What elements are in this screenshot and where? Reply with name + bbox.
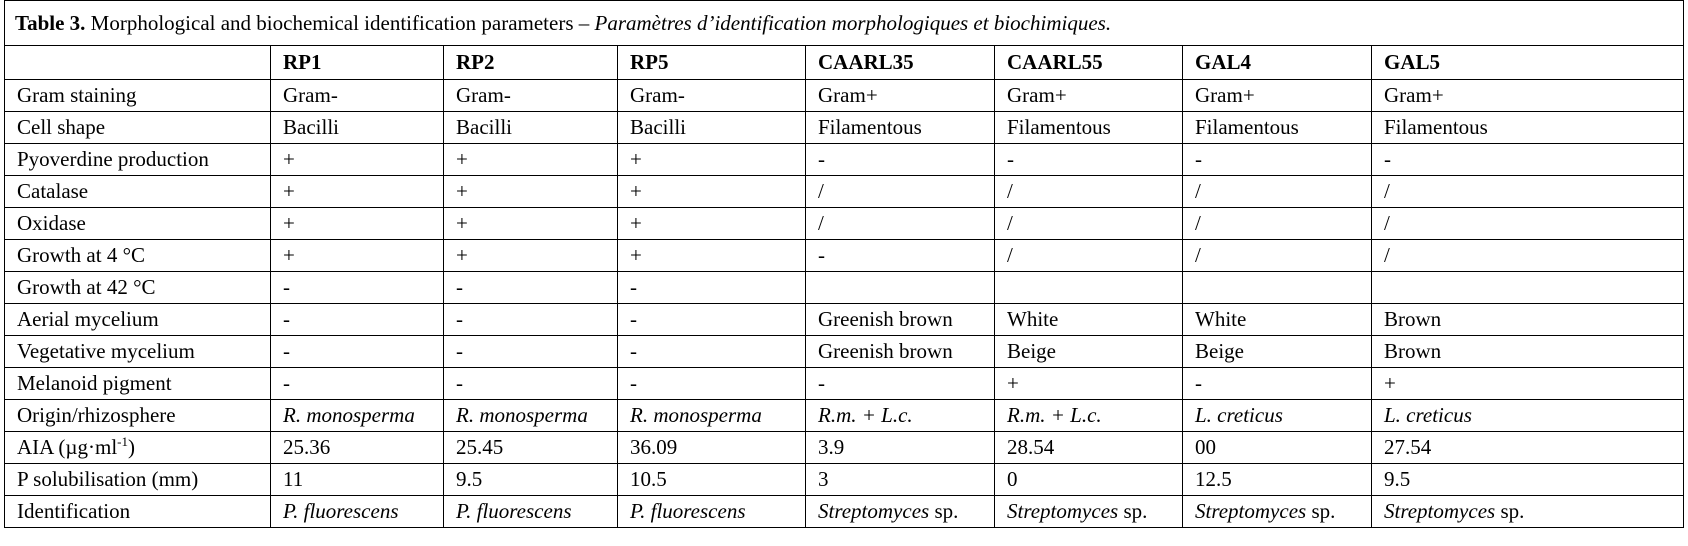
table-row bbox=[5, 208, 1684, 240]
table-cell: - bbox=[444, 272, 618, 304]
table-cell: Gram- bbox=[444, 80, 618, 112]
table-cell: 0 bbox=[995, 464, 1183, 496]
row-label: Aerial mycelium bbox=[5, 304, 271, 336]
table-cell: / bbox=[1372, 208, 1684, 240]
table-cell: 3 bbox=[806, 464, 995, 496]
table-cell: 00 bbox=[1183, 432, 1372, 464]
table-cell: - bbox=[806, 240, 995, 272]
table-row bbox=[5, 496, 1684, 528]
table-cell: - bbox=[444, 336, 618, 368]
table-cell: P. fluorescens bbox=[618, 496, 806, 528]
table-cell: + bbox=[444, 240, 618, 272]
column-header-gal4: GAL4 bbox=[1183, 46, 1372, 80]
table-cell: Filamentous bbox=[995, 112, 1183, 144]
table-cell: Gram+ bbox=[995, 80, 1183, 112]
table-cell: Gram- bbox=[618, 80, 806, 112]
table-cell: / bbox=[806, 176, 995, 208]
table-cell: 25.45 bbox=[444, 432, 618, 464]
table-cell bbox=[1183, 272, 1372, 304]
row-label: Oxidase bbox=[5, 208, 271, 240]
table-cell bbox=[995, 496, 1183, 528]
aia-label-superscript: -1 bbox=[117, 434, 129, 449]
table-cell: + bbox=[444, 144, 618, 176]
table-cell: / bbox=[1183, 208, 1372, 240]
row-label: P solubilisation (mm) bbox=[5, 464, 271, 496]
table-cell: - bbox=[1372, 144, 1684, 176]
table-cell bbox=[995, 272, 1183, 304]
table-caption bbox=[5, 1, 1684, 46]
table-cell: - bbox=[618, 272, 806, 304]
caption-text-fr: Paramètres d’identification morphologiques et biochimiques. bbox=[594, 10, 1112, 35]
table-cell: + bbox=[618, 208, 806, 240]
table-cell: - bbox=[271, 304, 444, 336]
table-cell: / bbox=[995, 208, 1183, 240]
table-cell: / bbox=[1372, 240, 1684, 272]
aia-label-end: ) bbox=[128, 435, 136, 459]
column-header-rp2: RP2 bbox=[444, 46, 618, 80]
column-header-gal5: GAL5 bbox=[1372, 46, 1684, 80]
table-cell: White bbox=[995, 304, 1183, 336]
table-cell: Greenish brown bbox=[806, 304, 995, 336]
table-row bbox=[5, 80, 1684, 112]
table-cell: 12.5 bbox=[1183, 464, 1372, 496]
species-suffix: sp. bbox=[1495, 499, 1525, 523]
table-cell: Filamentous bbox=[806, 112, 995, 144]
column-header-rp5: RP5 bbox=[618, 46, 806, 80]
row-label bbox=[5, 432, 271, 464]
table-cell: Gram+ bbox=[1372, 80, 1684, 112]
table-cell: + bbox=[995, 368, 1183, 400]
row-label: Growth at 42 °C bbox=[5, 272, 271, 304]
row-label: Pyoverdine production bbox=[5, 144, 271, 176]
table-row bbox=[5, 176, 1684, 208]
table-cell: Gram- bbox=[271, 80, 444, 112]
row-label: Cell shape bbox=[5, 112, 271, 144]
column-header-caarl35: CAARL35 bbox=[806, 46, 995, 80]
caption-row bbox=[5, 1, 1684, 46]
table-cell: + bbox=[618, 176, 806, 208]
table-cell: + bbox=[271, 144, 444, 176]
table-cell: - bbox=[995, 144, 1183, 176]
table-cell: Bacilli bbox=[444, 112, 618, 144]
table-cell: - bbox=[806, 368, 995, 400]
table-cell: - bbox=[618, 336, 806, 368]
table-cell: 25.36 bbox=[271, 432, 444, 464]
genus-name: Streptomyces bbox=[1195, 499, 1307, 523]
table-cell: / bbox=[1183, 240, 1372, 272]
table-row bbox=[5, 336, 1684, 368]
table-row bbox=[5, 144, 1684, 176]
caption-label: Table 3. bbox=[15, 10, 86, 35]
table-cell bbox=[1183, 496, 1372, 528]
table-cell: Bacilli bbox=[618, 112, 806, 144]
table-cell: 10.5 bbox=[618, 464, 806, 496]
row-label: Gram staining bbox=[5, 80, 271, 112]
table-cell: + bbox=[271, 176, 444, 208]
genus-name: Streptomyces bbox=[818, 499, 930, 523]
table-cell: Gram+ bbox=[1183, 80, 1372, 112]
table-cell: 3.9 bbox=[806, 432, 995, 464]
genus-name: Streptomyces bbox=[1384, 499, 1496, 523]
table-cell: R. monosperma bbox=[444, 400, 618, 432]
table-cell: / bbox=[1372, 176, 1684, 208]
row-label: Vegetative mycelium bbox=[5, 336, 271, 368]
table-cell: - bbox=[1183, 144, 1372, 176]
table-cell: + bbox=[618, 240, 806, 272]
table-cell: 28.54 bbox=[995, 432, 1183, 464]
identification-table bbox=[4, 0, 1684, 528]
table-cell: L. creticus bbox=[1372, 400, 1684, 432]
table-cell: + bbox=[444, 176, 618, 208]
table-cell: + bbox=[618, 144, 806, 176]
aia-label-main: AIA (µg·ml bbox=[17, 435, 118, 459]
table-cell: / bbox=[995, 240, 1183, 272]
table-cell bbox=[806, 272, 995, 304]
table-cell: Greenish brown bbox=[806, 336, 995, 368]
row-label: Growth at 4 °C bbox=[5, 240, 271, 272]
genus-name: Streptomyces bbox=[1007, 499, 1119, 523]
table-cell: P. fluorescens bbox=[271, 496, 444, 528]
table-cell: Filamentous bbox=[1372, 112, 1684, 144]
table-cell: Bacilli bbox=[271, 112, 444, 144]
table-cell: Brown bbox=[1372, 336, 1684, 368]
table-cell: - bbox=[271, 336, 444, 368]
caption-text-en: Morphological and biochemical identification parameters – bbox=[85, 10, 595, 35]
table-container bbox=[4, 0, 1683, 528]
table-cell bbox=[806, 496, 995, 528]
row-label: Origin/rhizosphere bbox=[5, 400, 271, 432]
table-cell: Filamentous bbox=[1183, 112, 1372, 144]
species-suffix: sp. bbox=[1118, 499, 1148, 523]
table-cell: / bbox=[995, 176, 1183, 208]
table-cell: - bbox=[1183, 368, 1372, 400]
table-cell: + bbox=[444, 208, 618, 240]
table-cell: / bbox=[1183, 176, 1372, 208]
table-row bbox=[5, 304, 1684, 336]
table-cell: 9.5 bbox=[1372, 464, 1684, 496]
table-cell: - bbox=[618, 368, 806, 400]
table-cell: R.m. + L.c. bbox=[806, 400, 995, 432]
table-cell: - bbox=[806, 144, 995, 176]
table-row bbox=[5, 272, 1684, 304]
table-row bbox=[5, 112, 1684, 144]
table-cell: - bbox=[618, 304, 806, 336]
table-cell: 9.5 bbox=[444, 464, 618, 496]
table-cell: + bbox=[271, 208, 444, 240]
table-cell: Beige bbox=[1183, 336, 1372, 368]
table-row bbox=[5, 400, 1684, 432]
table-cell: + bbox=[1372, 368, 1684, 400]
table-cell: 36.09 bbox=[618, 432, 806, 464]
table-row bbox=[5, 432, 1684, 464]
table-cell: - bbox=[271, 368, 444, 400]
header-row bbox=[5, 46, 1684, 80]
table-cell bbox=[1372, 496, 1684, 528]
table-cell: Gram+ bbox=[806, 80, 995, 112]
row-label: Identification bbox=[5, 496, 271, 528]
table-cell: R.m. + L.c. bbox=[995, 400, 1183, 432]
table-cell: Beige bbox=[995, 336, 1183, 368]
table-cell: L. creticus bbox=[1183, 400, 1372, 432]
table-cell bbox=[1372, 272, 1684, 304]
table-row bbox=[5, 464, 1684, 496]
row-label: Catalase bbox=[5, 176, 271, 208]
table-row bbox=[5, 240, 1684, 272]
table-cell: - bbox=[271, 272, 444, 304]
column-header-empty bbox=[5, 46, 271, 80]
table-cell: White bbox=[1183, 304, 1372, 336]
table-cell: + bbox=[271, 240, 444, 272]
table-cell: R. monosperma bbox=[271, 400, 444, 432]
table-cell: P. fluorescens bbox=[444, 496, 618, 528]
column-header-caarl55: CAARL55 bbox=[995, 46, 1183, 80]
table-cell: - bbox=[444, 304, 618, 336]
column-header-rp1: RP1 bbox=[271, 46, 444, 80]
table-cell: - bbox=[444, 368, 618, 400]
row-label: Melanoid pigment bbox=[5, 368, 271, 400]
table-cell: R. monosperma bbox=[618, 400, 806, 432]
species-suffix: sp. bbox=[929, 499, 959, 523]
table-row bbox=[5, 368, 1684, 400]
table-cell: 27.54 bbox=[1372, 432, 1684, 464]
table-cell: 11 bbox=[271, 464, 444, 496]
species-suffix: sp. bbox=[1306, 499, 1336, 523]
table-cell: / bbox=[806, 208, 995, 240]
table-cell: Brown bbox=[1372, 304, 1684, 336]
